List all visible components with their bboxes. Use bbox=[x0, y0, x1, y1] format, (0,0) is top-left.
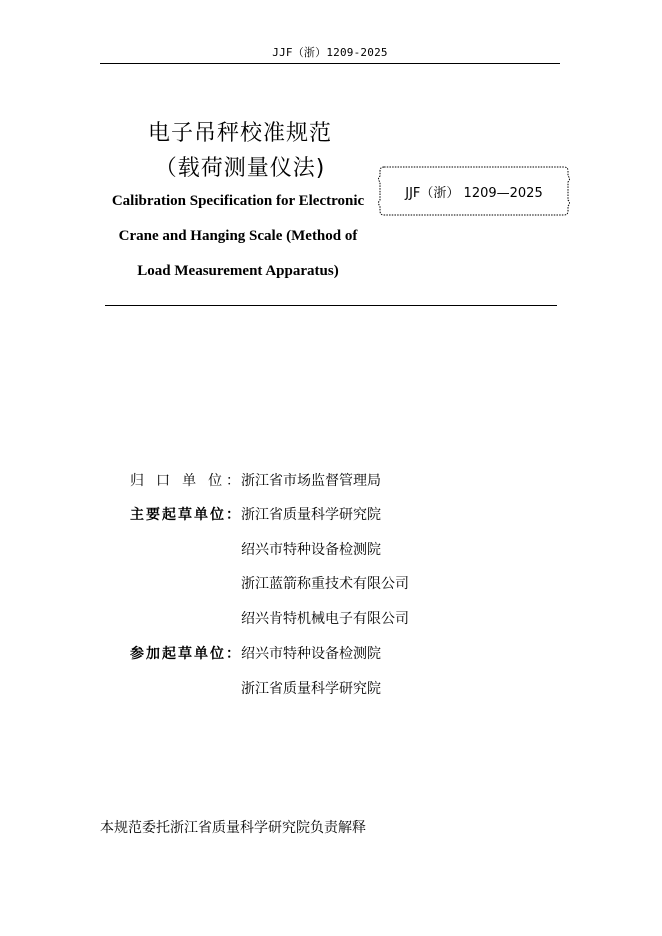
title-rule bbox=[105, 305, 557, 306]
unit-label: 归 口 单 位： bbox=[130, 473, 240, 489]
english-title-line-2: Crane and Hanging Scale (Method of bbox=[118, 228, 358, 244]
unit-value: 绍兴市特种设备检测院 bbox=[241, 542, 381, 558]
running-header: JJF（浙）1209-2025 bbox=[272, 46, 388, 59]
interpretation-note: 本规范委托浙江省质量科学研究院负责解释 bbox=[100, 820, 366, 836]
unit-value: 绍兴市特种设备检测院 bbox=[241, 646, 381, 662]
unit-value: 浙江省市场监督管理局 bbox=[241, 473, 381, 489]
english-title-line-1: Calibration Specification for Electronic bbox=[111, 193, 365, 209]
unit-value: 浙江蓝箭称重技术有限公司 bbox=[241, 576, 409, 592]
code-box-text: JJF（浙） 1209—2025 bbox=[405, 186, 543, 201]
chinese-title-line-2: （载荷测量仪法) bbox=[154, 156, 326, 181]
unit-value: 浙江省质量科学研究院 bbox=[241, 507, 381, 523]
unit-value: 浙江省质量科学研究院 bbox=[241, 681, 381, 697]
chinese-title-line-1: 电子吊秤校准规范 bbox=[147, 121, 332, 146]
header-rule bbox=[100, 63, 560, 64]
unit-value: 绍兴肯特机械电子有限公司 bbox=[241, 611, 409, 627]
specification-code-box bbox=[376, 164, 572, 218]
unit-label: 参加起草单位： bbox=[130, 646, 240, 662]
unit-label: 主要起草单位： bbox=[130, 507, 240, 523]
english-title-line-3: Load Measurement Apparatus) bbox=[137, 263, 339, 279]
